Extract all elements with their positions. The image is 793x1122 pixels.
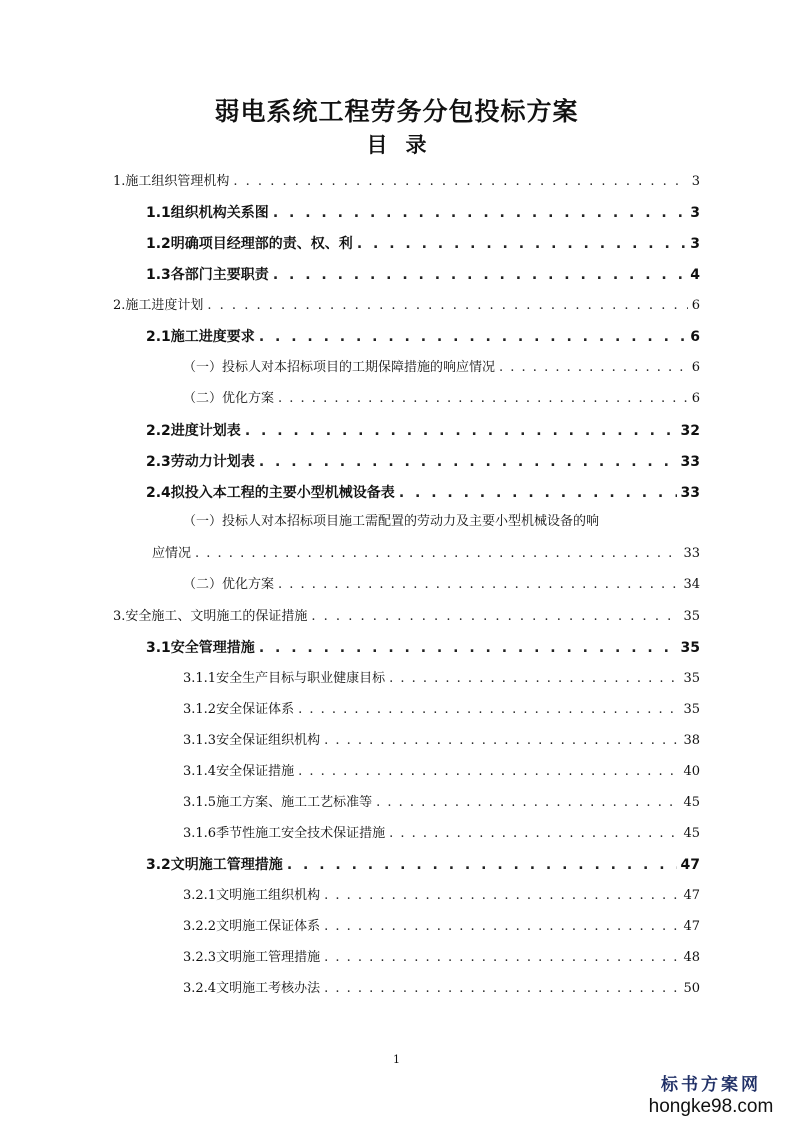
- toc-leader-dots: [273, 202, 686, 224]
- toc-leader-dots: [259, 326, 686, 348]
- toc-entry-page: 35: [683, 702, 700, 717]
- toc-entry-title: 1.3各部门主要职责: [146, 267, 269, 283]
- toc-entry-page: 35: [683, 609, 700, 624]
- toc-entry-title: 3.1.4安全保证措施: [183, 764, 295, 779]
- toc-leader-dots: [499, 357, 688, 379]
- toc-entry-page: 35: [680, 640, 700, 656]
- toc-entry-page: 6: [691, 360, 700, 375]
- toc-entry-page: 47: [683, 888, 700, 903]
- toc-entry-title: 1.1组织机构关系图: [146, 205, 269, 221]
- toc-entry-title-continuation: 应情况: [152, 546, 192, 561]
- toc-entry-page: 6: [690, 329, 700, 345]
- toc-leader-dots: [259, 637, 677, 659]
- toc-leader-dots: [389, 668, 679, 690]
- toc-entry-page: 6: [691, 298, 700, 313]
- toc-entry-title: 2.施工进度计划: [113, 298, 204, 313]
- toc-entry-title: 3.2文明施工管理措施: [146, 857, 283, 873]
- toc-entry-page: 33: [680, 454, 700, 470]
- toc-entry-page: 32: [680, 423, 700, 439]
- toc-entry-title: 3.1.2安全保证体系: [183, 702, 295, 717]
- toc-leader-dots: [324, 978, 679, 1000]
- toc-leader-dots: [233, 171, 687, 193]
- toc-entry-page: 4: [690, 267, 700, 283]
- toc-entry-page: 48: [683, 950, 700, 965]
- toc-entry-title: 3.2.1文明施工组织机构: [183, 888, 321, 903]
- watermark-site-url: hongke98.com: [648, 1096, 774, 1117]
- toc-leader-dots: [399, 482, 677, 504]
- toc-entry-title: （一）投标人对本招标项目的工期保障措施的响应情况: [183, 360, 496, 375]
- toc-entry[interactable]: [146, 420, 700, 442]
- toc-entry-page: 3: [690, 236, 700, 252]
- toc-entry-title: 3.1安全管理措施: [146, 640, 255, 656]
- toc-entry[interactable]: [113, 606, 700, 628]
- toc-entry-page: 40: [683, 764, 700, 779]
- toc-entry[interactable]: [146, 264, 700, 286]
- toc-entry-title: 3.1.3安全保证组织机构: [183, 733, 321, 748]
- toc-entry[interactable]: [183, 916, 700, 938]
- toc-entry[interactable]: [113, 171, 700, 193]
- toc-entry-title: 3.1.5施工方案、施工工艺标准等: [183, 795, 373, 810]
- toc-entry-title: 3.安全施工、文明施工的保证措施: [113, 609, 308, 624]
- toc-leader-dots: [259, 451, 677, 473]
- toc-entry-title: 3.2.2文明施工保证体系: [183, 919, 321, 934]
- toc-entry[interactable]: [183, 823, 700, 845]
- toc-entry[interactable]: [183, 730, 700, 752]
- toc-leader-dots: [376, 792, 679, 814]
- toc-entry-page: 50: [683, 981, 700, 996]
- toc-entry-page: 47: [683, 919, 700, 934]
- toc-entry-page: 38: [683, 733, 700, 748]
- toc-leader-dots: [357, 233, 686, 255]
- toc-entry-page: 3: [690, 205, 700, 221]
- toc-entry-title: 3.2.4文明施工考核办法: [183, 981, 321, 996]
- toc-entry-page: 35: [683, 671, 700, 686]
- toc-entry[interactable]: [183, 357, 700, 379]
- toc-entry-page: 34: [683, 577, 700, 592]
- toc-entry[interactable]: [146, 326, 700, 348]
- toc-leader-dots: [324, 730, 679, 752]
- toc-entry[interactable]: [146, 854, 700, 876]
- document-title: 弱电系统工程劳务分包投标方案: [214, 97, 579, 126]
- toc-leader-dots: [273, 264, 686, 286]
- toc-entry[interactable]: [183, 885, 700, 907]
- toc-leader-dots: [207, 295, 687, 317]
- toc-leader-dots: [298, 699, 679, 721]
- toc-entry-title: 2.4拟投入本工程的主要小型机械设备表: [146, 485, 395, 501]
- toc-entry-page: 6: [691, 391, 700, 406]
- toc-entry[interactable]: [146, 202, 700, 224]
- toc-entry-page: 47: [680, 857, 700, 873]
- toc-entry-title: 2.1施工进度要求: [146, 329, 255, 345]
- toc-entry-title: 1.施工组织管理机构: [113, 174, 230, 189]
- toc-entry-title-line1[interactable]: （一）投标人对本招标项目施工需配置的劳动力及主要小型机械设备的响: [183, 514, 600, 529]
- toc-leader-dots: [278, 388, 688, 410]
- toc-entry[interactable]: [183, 574, 700, 596]
- toc-entry-title: 2.2进度计划表: [146, 423, 241, 439]
- toc-leader-dots: [195, 543, 679, 565]
- toc-entry[interactable]: [183, 792, 700, 814]
- toc-leader-dots: [311, 606, 679, 628]
- toc-entry-title: 1.2明确项目经理部的责、权、利: [146, 236, 353, 252]
- toc-entry[interactable]: [146, 451, 700, 473]
- toc-entry-title: 2.3劳动力计划表: [146, 454, 255, 470]
- toc-leader-dots: [324, 947, 679, 969]
- toc-entry-title: （二）优化方案: [183, 391, 275, 406]
- toc-leader-dots: [324, 885, 679, 907]
- toc-leader-dots: [278, 574, 679, 596]
- site-watermark-logo: [641, 1070, 781, 1118]
- toc-entry-title: 3.2.3文明施工管理措施: [183, 950, 321, 965]
- toc-entry[interactable]: [183, 761, 700, 783]
- toc-entry[interactable]: [183, 947, 700, 969]
- toc-entry[interactable]: [183, 978, 700, 1000]
- toc-entry-title: 3.1.6季节性施工安全技术保证措施: [183, 826, 386, 841]
- toc-entry-page: 33: [680, 485, 700, 501]
- toc-heading: 目录: [366, 132, 445, 157]
- toc-entry[interactable]: [183, 388, 700, 410]
- watermark-site-name: 标书方案网: [661, 1075, 761, 1095]
- toc-leader-dots: [298, 761, 679, 783]
- toc-entry[interactable]: [183, 699, 700, 721]
- toc-entry[interactable]: [152, 543, 700, 565]
- toc-entry[interactable]: [146, 233, 700, 255]
- toc-leader-dots: [287, 854, 677, 876]
- toc-entry-page: 3: [691, 174, 700, 189]
- toc-entry-page: 45: [683, 795, 700, 810]
- toc-leader-dots: [245, 420, 677, 442]
- toc-entry[interactable]: [146, 482, 700, 504]
- toc-entry-title: 3.1.1安全生产目标与职业健康目标: [183, 671, 386, 686]
- toc-entry-page: 33: [683, 546, 700, 561]
- page-number: 1: [393, 1053, 400, 1066]
- toc-leader-dots: [324, 916, 679, 938]
- toc-entry-page: 45: [683, 826, 700, 841]
- toc-entry-title: （二）优化方案: [183, 577, 275, 592]
- toc-entry[interactable]: [183, 668, 700, 690]
- toc-leader-dots: [389, 823, 679, 845]
- toc-entry[interactable]: [146, 637, 700, 659]
- toc-entry[interactable]: [113, 295, 700, 317]
